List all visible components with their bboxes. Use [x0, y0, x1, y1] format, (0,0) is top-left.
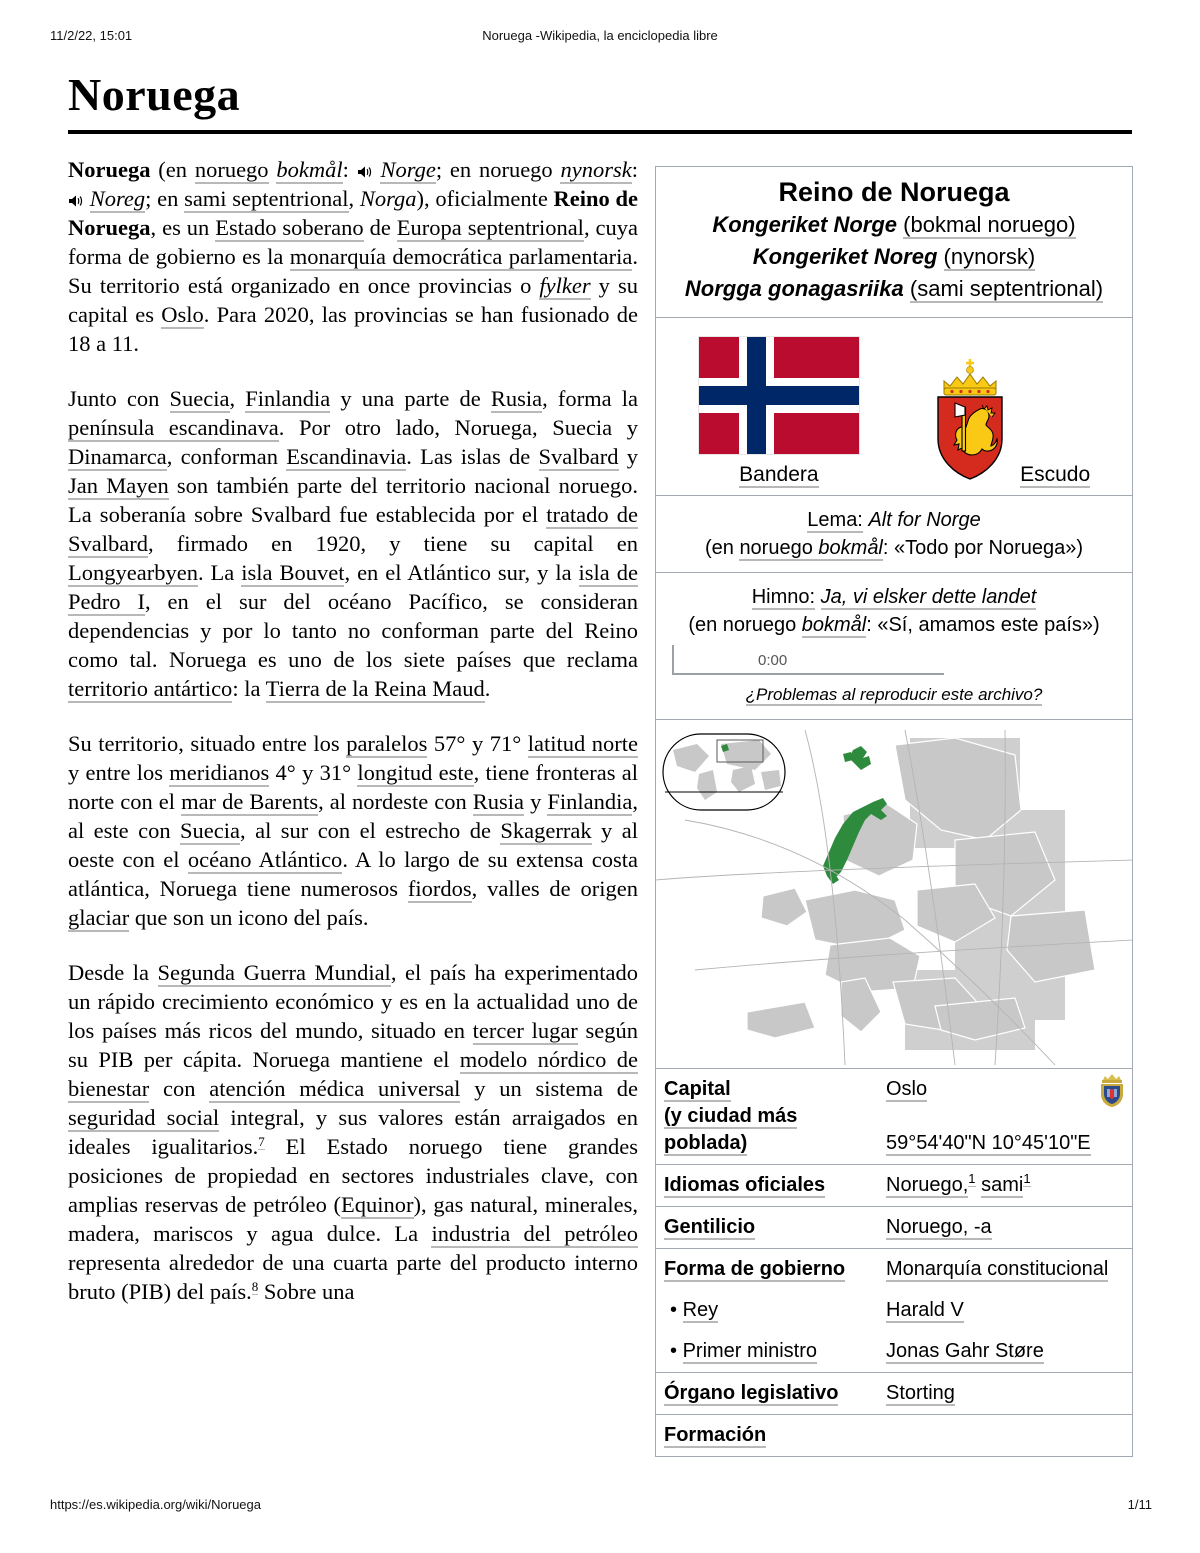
native-name-nynorsk — [666, 241, 1122, 273]
link-fylker[interactable]: fylker — [539, 273, 591, 298]
table-row-prime-minister — [656, 1331, 1132, 1373]
text: Su territorio, situado entre los — [68, 731, 347, 756]
text: : — [342, 157, 357, 182]
norga-term: Norga — [359, 186, 417, 211]
link-longyearbyen[interactable]: Longyearbyen — [68, 560, 198, 585]
government-value[interactable]: Monarquía constitucional — [886, 1258, 1109, 1280]
flag-block — [698, 336, 860, 487]
text: con — [149, 1076, 210, 1101]
key-label[interactable]: Órgano legislativo — [664, 1382, 839, 1404]
native-lang-label[interactable]: (nynorsk) — [943, 244, 1036, 269]
text: . Para 2020, las provincias se han fusionado de 18 a 11. — [68, 302, 638, 356]
link-isla-pedro-i[interactable]: isla de Pedro I — [68, 560, 638, 614]
row-key-legislature — [656, 1373, 878, 1415]
link-fiordos[interactable]: fiordos — [407, 876, 472, 901]
link-industria-petroleo[interactable]: industria del petróleo — [431, 1221, 638, 1246]
row-key-formation — [656, 1415, 878, 1457]
link-mar-de-barents[interactable]: mar de Barents — [181, 789, 319, 814]
flag-caption[interactable]: Bandera — [739, 463, 819, 486]
link-suecia[interactable]: Suecia — [180, 818, 241, 843]
text: y su capital es — [68, 273, 638, 327]
link-jan-mayen[interactable]: Jan Mayen — [68, 473, 169, 498]
key-label[interactable]: Primer ministro — [682, 1340, 818, 1362]
row-value-languages — [878, 1165, 1132, 1207]
article-header — [68, 68, 1132, 134]
text: son también parte del territorio nacional noruego. La soberanía sobre Svalbard fue establecida por el — [68, 473, 638, 527]
link-meridianos[interactable]: meridianos — [169, 760, 270, 785]
norway-flag-icon — [698, 336, 860, 455]
text: y al oeste con el — [68, 818, 638, 872]
link-estado-soberano[interactable]: Estado soberano — [215, 215, 364, 240]
text: 4° y 31° — [269, 760, 358, 785]
article-body — [68, 155, 638, 1332]
text: . La — [197, 560, 242, 585]
text: ), gas natural, minerales, madera, mariscos y agua dulce. La — [68, 1192, 638, 1246]
page-number: 1/11 — [1127, 1497, 1152, 1512]
native-name-text: Kongeriket Norge — [712, 212, 898, 237]
lead-term: Noruega — [68, 157, 151, 182]
anthem-translation — [666, 611, 1122, 639]
link-oslo[interactable]: Oslo — [161, 302, 204, 327]
text: y — [524, 789, 548, 814]
demonym-value[interactable]: Noruego, -a — [886, 1216, 992, 1238]
link-noruego[interactable]: noruego — [739, 537, 819, 559]
text: , forma la — [542, 386, 638, 411]
language-noruego[interactable]: Noruego, — [886, 1174, 969, 1196]
arms-caption[interactable]: Escudo — [1020, 463, 1091, 486]
text: : — [631, 157, 638, 182]
link-territorio-antartico[interactable]: territorio antártico — [68, 676, 233, 701]
text: . — [484, 676, 491, 701]
text: , — [229, 386, 246, 411]
text: . Su territorio está organizado en once provincias o — [68, 244, 638, 298]
key-label[interactable]: Forma de gobierno — [664, 1258, 846, 1280]
text: . Las islas de — [406, 444, 539, 469]
row-value-capital — [878, 1069, 1132, 1165]
key-label[interactable]: Gentilicio — [664, 1216, 756, 1238]
text: , en el Atlántico sur, y la — [344, 560, 579, 585]
file-help-link-wrap — [666, 681, 1122, 709]
link-atencion-medica-universal[interactable]: atención médica universal — [209, 1076, 461, 1101]
infobox-title: Reino de Noruega — [778, 177, 1010, 207]
row-value-government — [878, 1249, 1132, 1291]
native-name-sami — [666, 273, 1122, 305]
row-key-languages — [656, 1165, 878, 1207]
text: , firmado en 1920, y tiene su capital en — [147, 531, 638, 556]
motto-translation — [666, 534, 1122, 562]
link-bokmal[interactable]: bokmål — [276, 157, 343, 182]
text: , al sur con el estrecho de — [240, 818, 501, 843]
link-skagerrak[interactable]: Skagerrak — [500, 818, 592, 843]
table-row-formation — [656, 1415, 1132, 1457]
paragraph-4 — [68, 958, 638, 1306]
paragraph-3 — [68, 729, 638, 932]
row-value-prime-minister — [878, 1331, 1132, 1373]
print-footer — [0, 1497, 1200, 1517]
text: Junto con — [68, 386, 170, 411]
player-time: 0:00 — [758, 652, 788, 669]
row-key-government — [656, 1249, 878, 1291]
text: Sobre una — [258, 1279, 355, 1304]
link-longitud-este[interactable]: longitud este — [357, 760, 474, 785]
capital-coordinates[interactable]: 59°54'40"N 10°45'10"E — [886, 1132, 1091, 1154]
native-name-text: Kongeriket Noreg — [752, 244, 938, 269]
country-infobox — [655, 166, 1133, 1457]
link-tercer-lugar[interactable]: tercer lugar — [472, 1018, 578, 1043]
arms-block — [924, 355, 1091, 487]
text: , — [348, 186, 360, 211]
key-label[interactable]: Rey — [682, 1299, 719, 1321]
reference-8[interactable]: 8 — [251, 1278, 259, 1294]
link-noreg[interactable]: Noreg — [89, 186, 146, 211]
text: ; en — [145, 186, 185, 211]
prime-minister-name[interactable]: Jonas Gahr Støre — [886, 1340, 1044, 1362]
anthem-label[interactable]: Himno: — [751, 586, 816, 608]
infobox-symbols-section — [656, 318, 1132, 496]
link-modelo-nordico[interactable]: modelo nórdico de bienestar — [68, 1047, 638, 1101]
link-equinor[interactable]: Equinor — [341, 1192, 414, 1217]
native-name-text: Norgga gonagasriika — [684, 276, 904, 301]
link-glaciar[interactable]: glaciar — [68, 905, 130, 930]
link-peninsula-escandinava[interactable]: península escandinava — [68, 415, 279, 440]
text: integral, y sus valores están arraigados en ideales igualitarios. — [68, 1105, 638, 1159]
text: , es un — [150, 215, 216, 240]
link-suecia[interactable]: Suecia — [169, 386, 230, 411]
link-escandinavia[interactable]: Escandinavia — [286, 444, 407, 469]
text: ; en noruego — [435, 157, 561, 182]
link-oceano-atlantico[interactable]: océano Atlántico — [187, 847, 343, 872]
file-help-link[interactable]: ¿Problemas al reproducir este archivo? — [745, 685, 1043, 704]
link-rusia[interactable]: Rusia — [490, 386, 543, 411]
speaker-icon[interactable] — [357, 157, 373, 171]
text: (en noruego — [688, 614, 802, 636]
table-row-capital — [656, 1069, 1132, 1165]
native-name-bokmal — [666, 209, 1122, 241]
row-key-king: • Rey — [670, 1299, 719, 1321]
text: : «Sí, amamos este país») — [866, 614, 1100, 636]
infobox-data-table — [656, 1069, 1132, 1456]
text: representa alrededor de una cuarta parte del producto interno bruto (PIB) del país. — [68, 1250, 638, 1304]
link-bokmal[interactable]: bokmål — [801, 614, 867, 636]
official-name: Reino de Noruega — [68, 186, 638, 240]
text: : «Todo por Noruega») — [882, 537, 1084, 559]
player-left-edge — [672, 645, 674, 675]
europe-location-map — [656, 720, 1132, 1068]
table-row-government — [656, 1249, 1132, 1291]
row-value-king — [878, 1290, 1132, 1331]
link-monarquia[interactable]: monarquía democrática parlamentaria — [289, 244, 633, 269]
infobox-location-map-section — [656, 720, 1132, 1069]
row-key-prime-minister: • Primer ministro — [656, 1331, 878, 1373]
infobox-title-section — [656, 167, 1132, 318]
text: y un sistema de — [460, 1076, 638, 1101]
text: Desde la — [68, 960, 158, 985]
text: de — [363, 215, 397, 240]
infobox-motto-section — [656, 496, 1132, 573]
link-isla-bouvet[interactable]: isla Bouvet — [241, 560, 345, 585]
native-lang-label[interactable]: (sami septentrional) — [909, 276, 1104, 301]
link-nynorsk[interactable]: nynorsk — [560, 157, 632, 182]
text: , cuya forma de gobierno es la — [68, 215, 638, 269]
paragraph-2 — [68, 384, 638, 703]
print-header — [0, 28, 1200, 48]
text: y una parte de — [330, 386, 491, 411]
row-value-demonym — [878, 1207, 1132, 1249]
native-lang-label[interactable]: (bokmal noruego) — [903, 212, 1076, 237]
text: ), oficialmente — [416, 186, 554, 211]
speaker-icon[interactable] — [68, 186, 84, 200]
link-norge[interactable]: Norge — [380, 157, 436, 182]
player-progress-track[interactable] — [672, 673, 944, 675]
key-sublabel[interactable]: (y ciudad más poblada) — [664, 1105, 798, 1154]
text: : la — [232, 676, 266, 701]
text: y entre los — [68, 760, 170, 785]
row-key-capital — [656, 1069, 878, 1165]
link-tierra-reina-maud[interactable]: Tierra de la Reina Maud — [265, 676, 485, 701]
key-label[interactable]: Capital — [664, 1078, 731, 1100]
text: . A lo largo de su extensa costa atlántica, Noruega tiene numerosos — [68, 847, 638, 901]
text: , al este con — [68, 789, 639, 843]
row-key-demonym — [656, 1207, 878, 1249]
link-rusia[interactable]: Rusia — [472, 789, 525, 814]
print-timestamp: 11/2/22, 15:01 — [50, 28, 133, 43]
table-row-demonym — [656, 1207, 1132, 1249]
print-page-title: Noruega -Wikipedia, la enciclopedia libre — [482, 28, 718, 43]
paragraph-1 — [68, 155, 638, 358]
text: según su PIB per cápita. Noruega mantiene el — [68, 1018, 639, 1072]
anthem-value[interactable]: Ja, vi elsker dette landet — [820, 586, 1037, 608]
link-dinamarca[interactable]: Dinamarca — [68, 444, 167, 469]
link-seguridad-social[interactable]: seguridad social — [68, 1105, 220, 1130]
table-row-legislature — [656, 1373, 1132, 1415]
link-latitud-norte[interactable]: latitud norte — [527, 731, 638, 756]
key-label[interactable]: Idiomas oficiales — [664, 1174, 826, 1196]
text: que son un icono del país. — [129, 905, 369, 930]
source-url: https://es.wikipedia.org/wiki/Noruega — [50, 1497, 261, 1512]
norway-coat-of-arms-icon — [924, 355, 1016, 481]
text: , al nordeste con — [318, 789, 473, 814]
table-row-king — [656, 1290, 1132, 1331]
text: (en — [704, 537, 740, 559]
text: 57° y 71° — [427, 731, 528, 756]
link-paralelos[interactable]: paralelos — [346, 731, 428, 756]
key-label[interactable]: Formación — [664, 1424, 767, 1446]
globe-inset — [663, 734, 785, 810]
link-svalbard[interactable]: Svalbard — [538, 444, 619, 469]
audio-player-row[interactable] — [666, 645, 1122, 679]
row-value-formation — [878, 1415, 1132, 1457]
text: . Por otro lado, Noruega, Suecia y — [278, 415, 638, 440]
title-divider — [68, 130, 1132, 134]
oslo-coat-of-arms-icon — [1096, 1071, 1128, 1109]
link-sami-septentrional[interactable]: sami septentrional — [184, 186, 349, 211]
anthem-line — [666, 583, 1122, 611]
legislature-value[interactable]: Storting — [886, 1382, 955, 1404]
audio-player[interactable] — [672, 645, 944, 679]
link-noruego[interactable]: noruego — [194, 157, 269, 182]
link-bokmal[interactable]: bokmål — [818, 537, 883, 559]
link-finlandia[interactable]: Finlandia — [245, 386, 331, 411]
king-name[interactable]: Harald V — [886, 1299, 964, 1321]
text: , tiene fronteras al norte con el — [68, 760, 639, 814]
text: (en — [150, 157, 195, 182]
link-tratado-svalbard[interactable]: tratado de Svalbard — [68, 502, 638, 556]
table-row-languages — [656, 1165, 1132, 1207]
language-sami[interactable]: sami — [981, 1174, 1024, 1196]
capital-city[interactable]: Oslo — [886, 1078, 928, 1100]
text: y — [618, 444, 638, 469]
page-title: Noruega — [68, 69, 241, 120]
reference-1[interactable]: 1 — [1023, 1171, 1031, 1187]
motto-line — [666, 506, 1122, 534]
text: El Estado noruego tiene grandes posiciones de propiedad en sectores industriales clave, con amplias reservas de petróleo ( — [68, 1134, 638, 1217]
text: , conforman — [166, 444, 287, 469]
text: , el país ha experimentado un rápido crecimiento económico y es en la actualidad uno de los países más ricos del mundo, situado en — [68, 960, 638, 1043]
infobox-anthem-section — [656, 573, 1132, 720]
link-segunda-guerra-mundial[interactable]: Segunda Guerra Mundial — [157, 960, 391, 985]
motto-value: Alt for Norge — [868, 509, 981, 531]
space — [84, 186, 90, 211]
reference-7[interactable]: 7 — [258, 1133, 265, 1149]
link-finlandia[interactable]: Finlandia — [547, 789, 633, 814]
motto-label[interactable]: Lema: — [807, 509, 863, 531]
text: , en el sur del océano Pacífico, se consideran dependencias y por lo tanto no conforman parte del Reino como tal. Noruega es uno de los siete países que reclama — [68, 589, 638, 672]
reference-1[interactable]: 1 — [968, 1171, 976, 1187]
link-europa-septentrional[interactable]: Europa septentrional — [396, 215, 584, 240]
row-value-legislature — [878, 1373, 1132, 1415]
text: , valles de origen — [471, 876, 638, 901]
